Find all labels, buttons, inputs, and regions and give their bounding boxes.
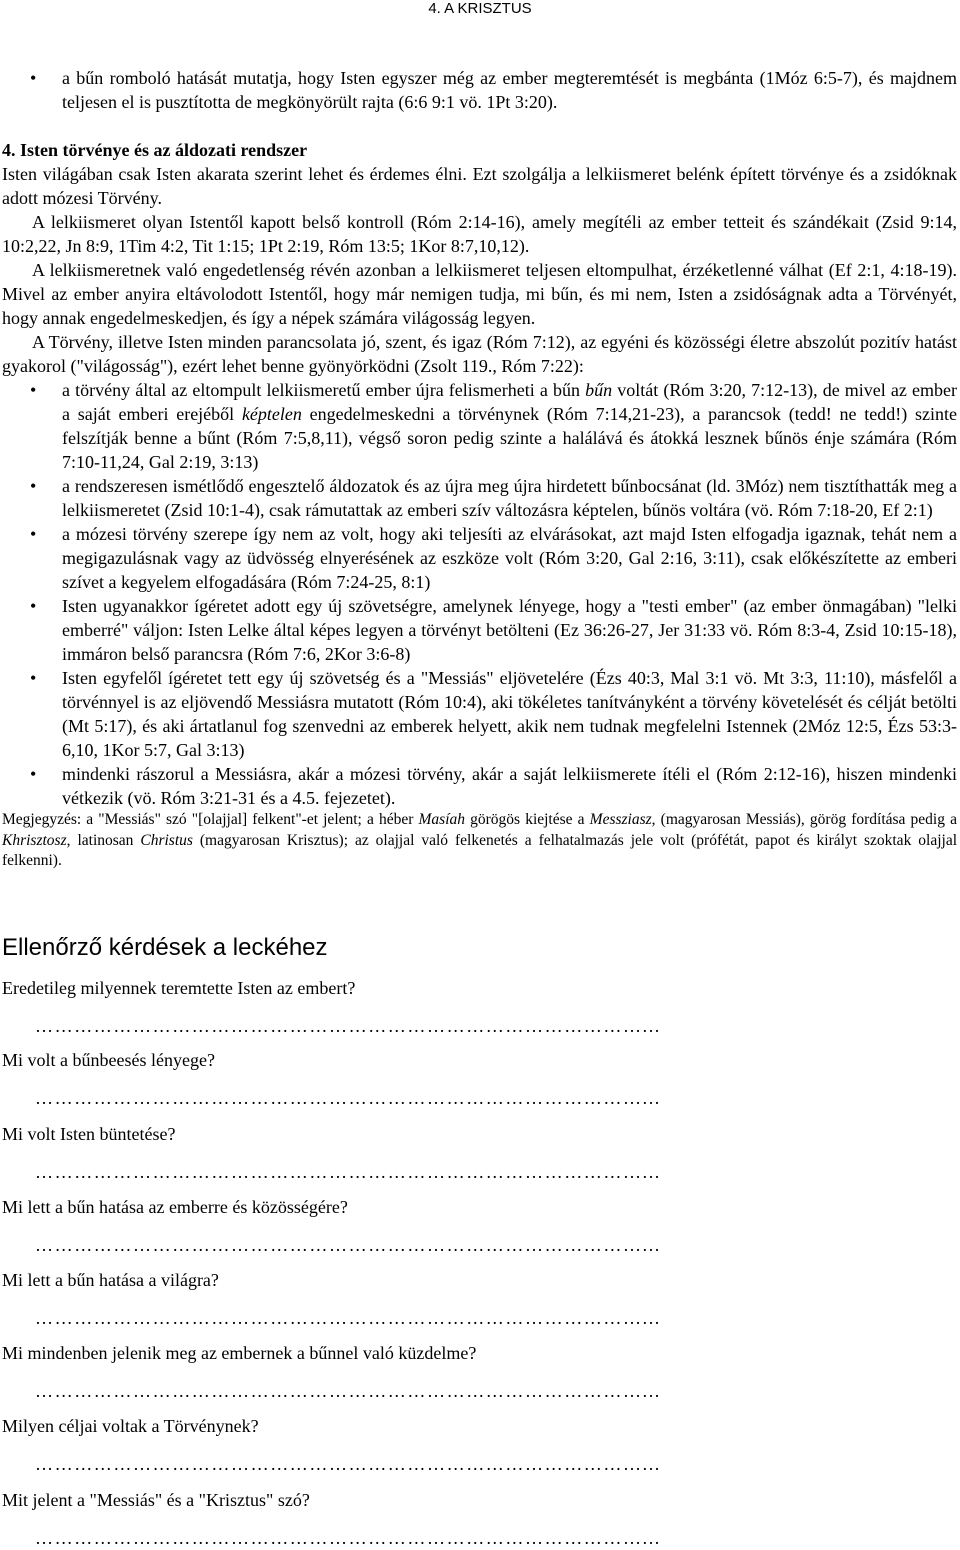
bullet-icon: • — [30, 764, 37, 784]
answer-line[interactable]: …………………………………………………………………………………... — [35, 1308, 661, 1328]
question-text: Mi lett a bűn hatása a világra? — [2, 1270, 219, 1290]
bullet-icon: • — [30, 596, 37, 616]
questions-heading: Ellenőrző kérdések a leckéhez — [2, 934, 328, 961]
paragraph: A lelkiismeret olyan Istentől kapott belső kontroll (Róm 2:14-16), amely megítéli az ember tetteit és szándékait (Zsid 9:14, 10:2,22, Jn 8:9, 1Tim 4:2, Tit 1:15; 1Pt 2:19, Róm 13:5; 1Kor 8:7,10,12). — [2, 212, 957, 256]
section-heading: 4. Isten törvénye és az áldozati rendszer — [2, 140, 308, 160]
bullet-icon: • — [30, 524, 37, 544]
law-bullet-list — [2, 378, 957, 810]
question-block — [2, 1488, 957, 1550]
answer-line[interactable]: …………………………………………………………………………………... — [35, 1454, 661, 1474]
paragraph: Isten világában csak Isten akarata szerint lehet és érdemes élni. Ezt szolgálja a lelkiismeret belénk épített törvénye és a zsidóknak adott mózesi Törvény. — [2, 164, 957, 208]
list-item: • Isten ugyanakkor ígéretet adott egy új szövetségre, amelynek lényege, hogy a "testi ember" (az ember önmagában) "lelki emberré" váljon: Isten Lelke által képes legyen a törvényt betölteni (Ez 36:26-27, Jer 31:33 vö. Róm 8:3-4, Zsid 10:15-18), immáron belső parancsra (Róm 7:6, 2Kor 3:6-8) — [30, 596, 957, 664]
list-item: • a mózesi törvény szerepe így nem az volt, hogy aki teljesíti az elvárásokat, azt majd Isten elfogadja igaznak, tehát nem a megigazulásnak vagy az üdvösség elnyerésének az eszköze volt (Róm 3:20, Gal 2:16, 3:11), csak előkészítette az emberi szívet a kegyelem elfogadására (Róm 7:24-25, 8:1) — [30, 524, 957, 592]
answer-line[interactable]: …………………………………………………………………………………... — [35, 1088, 661, 1108]
answer-line[interactable]: …………………………………………………………………………………... — [35, 1528, 661, 1548]
page-header: 4. A KRISZTUS — [428, 0, 532, 17]
footnote-remark: Megjegyzés: a "Messiás" szó "[olajjal] felkent"-et jelent; a héber Masíah görögös kiejtése a Messziasz, (magyarosan Messiás), görög fordítása pedig a Khrisztosz, latinosan Christus (magyarosan Krisztus); az olajjal való felkenetés a felhatalmazás jele volt (prófétát, papot és királyt szoktak olajjal felkenni). — [2, 811, 958, 869]
answer-line[interactable]: …………………………………………………………………………………... — [35, 1016, 661, 1036]
question-text: Mi volt Isten büntetése? — [2, 1124, 176, 1144]
question-block — [2, 976, 957, 1038]
question-text: Mit jelent a "Messiás" és a "Krisztus" szó? — [2, 1490, 310, 1510]
answer-line[interactable]: …………………………………………………………………………………... — [35, 1235, 661, 1255]
question-block — [2, 1341, 957, 1403]
question-block — [2, 1268, 957, 1330]
question-block — [2, 1048, 957, 1110]
list-item: • mindenki rászorul a Messiásra, akár a mózesi törvény, akár a saját lelkiismerete ítéli el (Róm 2:12-16), hiszen mindenki vétkezik (vö. Róm 3:21-31 és a 4.5. fejezetet). — [30, 764, 957, 808]
answer-line[interactable]: …………………………………………………………………………………... — [35, 1162, 661, 1182]
question-text: Milyen céljai voltak a Törvénynek? — [2, 1416, 259, 1436]
question-text: Mi lett a bűn hatása az emberre és közösségére? — [2, 1197, 348, 1217]
paragraph: A lelkiismeretnek való engedetlenség révén azonban a lelkiismeret teljesen eltompulhat, érzéketlenné válhat (Ef 2:1, 4:18-19). Mivel az ember anyira eltávolodott Istentől, hogy már nemigen tudja, mi bűn, és mi nem, Isten a zsidóságnak adta a Törvényét, hogy annak engedelmeskedjen, és így a népek számára világosság legyen. — [2, 260, 957, 328]
list-item: • Isten egyfelől ígéretet tett egy új szövetség és a "Messiás" eljövetelére (Ézs 40:3, Mal 3:1 vö. Mt 3:3, 11:10), másfelől a törvénnyel is az eljövendő Messiásra mutatott (Róm 10:4), aki tökéletes tanítványként a törvény követelését és célját betölti (Mt 5:17), és aki ártatlanul fog szenvedni az emberek helyett, akik nem tudnak megfelelni Istennek (2Móz 12:5, Ézs 53:3-6,10, 1Kor 5:7, Gal 3:13) — [30, 668, 957, 760]
question-text: Mi mindenben jelenik meg az embernek a bűnnel való küzdelme? — [2, 1343, 477, 1363]
intro-bullet-list — [2, 66, 957, 114]
bullet-icon: • — [30, 668, 37, 688]
question-block — [2, 1122, 957, 1184]
answer-line[interactable]: …………………………………………………………………………………... — [35, 1381, 661, 1401]
bullet-icon: • — [30, 380, 37, 400]
list-item: • a rendszeresen ismétlődő engesztelő áldozatok és az újra meg újra hirdetett bűnbocsánat (ld. 3Móz) nem tisztíthatták meg a lelkiismeretet (Zsid 10:1-4), csak rámutattak az emberi szív változásra képtelen, bűnös voltára (vö. Róm 7:18-20, Ef 2:1) — [30, 476, 957, 520]
paragraph: A Törvény, illetve Isten minden parancsolata jó, szent, és igaz (Róm 7:12), az egyéni és közösségi életre abszolút pozitív hatást gyakorol ("világosság"), ezért lehet benne gyönyörködni (Zsolt 119., Róm 7:22): — [2, 332, 957, 376]
list-item: • a törvény által az eltompult lelkiismeretű ember újra felismerheti a bűn bűn voltát (Róm 3:20, 7:12-13), de mivel az ember a saját emberi erejéből képtelen engedelmeskedni a törvénynek (Róm 7:14,21-23), a parancsok (tedd! ne tedd!) szinte felszítják benne a bűnt (Róm 7:5,8,11), végső soron pedig szinte a halálává és átokká lesznek bűnös énje számára (Róm 7:10-11,24, Gal 2:19, 3:13) — [30, 380, 957, 472]
question-text: Mi volt a bűnbeesés lényege? — [2, 1050, 215, 1070]
list-item: • a bűn romboló hatását mutatja, hogy Isten egyszer még az ember megteremtését is megbánta (1Móz 6:5-7), és majdnem teljesen el is pusztította de megkönyörült rajta (6:6 9:1 vö. 1Pt 3:20). — [30, 68, 957, 112]
question-block — [2, 1195, 957, 1257]
question-text: Eredetileg milyennek teremtette Isten az embert? — [2, 978, 356, 998]
bullet-icon: • — [30, 476, 37, 496]
question-block — [2, 1414, 957, 1476]
main-content — [2, 66, 957, 872]
bullet-icon: • — [30, 68, 37, 88]
